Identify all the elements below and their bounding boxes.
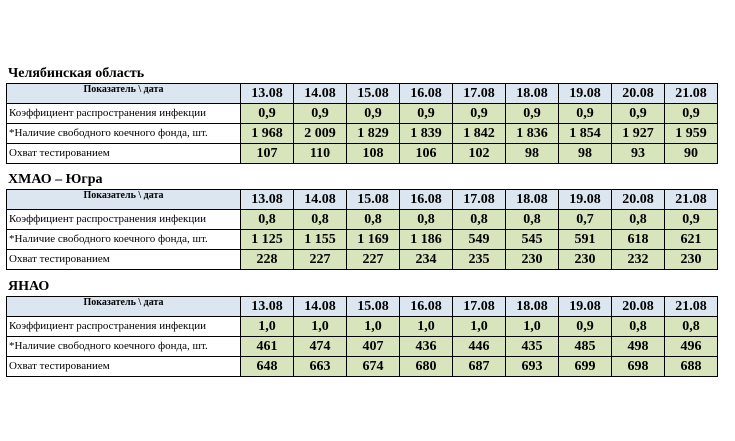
- value-cell: 698: [612, 357, 665, 377]
- value-cell: 1 169: [347, 230, 400, 250]
- date-cell: 19.08: [559, 190, 612, 210]
- value-cell: 687: [453, 357, 506, 377]
- value-cell: 474: [294, 337, 347, 357]
- value-cell: 1,0: [241, 317, 294, 337]
- value-cell: 1 186: [400, 230, 453, 250]
- data-table: [6, 296, 718, 377]
- value-cell: 1 968: [241, 124, 294, 144]
- date-cell: 15.08: [347, 297, 400, 317]
- value-cell: 0,8: [241, 210, 294, 230]
- value-cell: 0,8: [400, 210, 453, 230]
- value-cell: 0,8: [506, 210, 559, 230]
- value-cell: 1 842: [453, 124, 506, 144]
- value-cell: 93: [612, 144, 665, 164]
- value-cell: 496: [665, 337, 718, 357]
- value-cell: 688: [665, 357, 718, 377]
- header-label-cell: Показатель \ дата: [7, 297, 241, 317]
- value-cell: 0,9: [665, 210, 718, 230]
- value-cell: 621: [665, 230, 718, 250]
- date-cell: 18.08: [506, 297, 559, 317]
- value-cell: 0,8: [294, 210, 347, 230]
- value-cell: 1 836: [506, 124, 559, 144]
- value-cell: 0,9: [506, 104, 559, 124]
- date-cell: 20.08: [612, 84, 665, 104]
- value-cell: 674: [347, 357, 400, 377]
- date-cell: 14.08: [294, 190, 347, 210]
- table-row: [7, 317, 718, 337]
- table-header-row: [7, 84, 718, 104]
- row-label: Коэффициент распространения инфекции: [7, 317, 241, 337]
- value-cell: 2 009: [294, 124, 347, 144]
- value-cell: 98: [559, 144, 612, 164]
- value-cell: 227: [294, 250, 347, 270]
- value-cell: 1,0: [506, 317, 559, 337]
- value-cell: 106: [400, 144, 453, 164]
- row-label: *Наличие свободного коечного фонда, шт.: [7, 337, 241, 357]
- table-row: [7, 144, 718, 164]
- value-cell: 230: [506, 250, 559, 270]
- value-cell: 1 839: [400, 124, 453, 144]
- date-cell: 18.08: [506, 190, 559, 210]
- region-title: ЯНАО: [8, 279, 50, 294]
- value-cell: 108: [347, 144, 400, 164]
- value-cell: 98: [506, 144, 559, 164]
- value-cell: 90: [665, 144, 718, 164]
- date-cell: 16.08: [400, 84, 453, 104]
- date-cell: 17.08: [453, 297, 506, 317]
- value-cell: 680: [400, 357, 453, 377]
- value-cell: 1 927: [612, 124, 665, 144]
- value-cell: 107: [241, 144, 294, 164]
- table-row: [7, 104, 718, 124]
- date-cell: 13.08: [241, 297, 294, 317]
- value-cell: 498: [612, 337, 665, 357]
- value-cell: 228: [241, 250, 294, 270]
- value-cell: 648: [241, 357, 294, 377]
- value-cell: 436: [400, 337, 453, 357]
- row-label: *Наличие свободного коечного фонда, шт.: [7, 230, 241, 250]
- date-cell: 14.08: [294, 84, 347, 104]
- date-cell: 17.08: [453, 190, 506, 210]
- date-cell: 15.08: [347, 190, 400, 210]
- data-table: [6, 189, 718, 270]
- value-cell: 0,9: [400, 104, 453, 124]
- date-cell: 21.08: [665, 84, 718, 104]
- value-cell: 0,8: [347, 210, 400, 230]
- header-label-cell: Показатель \ дата: [7, 190, 241, 210]
- date-cell: 15.08: [347, 84, 400, 104]
- row-label: Коэффициент распространения инфекции: [7, 210, 241, 230]
- value-cell: 110: [294, 144, 347, 164]
- date-cell: 19.08: [559, 297, 612, 317]
- date-cell: 13.08: [241, 190, 294, 210]
- row-label: Охват тестированием: [7, 250, 241, 270]
- date-cell: 16.08: [400, 190, 453, 210]
- value-cell: 1 125: [241, 230, 294, 250]
- date-cell: 13.08: [241, 84, 294, 104]
- header-label-cell: Показатель \ дата: [7, 84, 241, 104]
- value-cell: 0,8: [665, 317, 718, 337]
- date-cell: 17.08: [453, 84, 506, 104]
- value-cell: 235: [453, 250, 506, 270]
- date-cell: 14.08: [294, 297, 347, 317]
- value-cell: 230: [559, 250, 612, 270]
- table-row: [7, 124, 718, 144]
- value-cell: 0,8: [612, 210, 665, 230]
- row-label: Коэффициент распространения инфекции: [7, 104, 241, 124]
- value-cell: 1,0: [400, 317, 453, 337]
- date-cell: 21.08: [665, 190, 718, 210]
- value-cell: 102: [453, 144, 506, 164]
- value-cell: 591: [559, 230, 612, 250]
- date-cell: 20.08: [612, 297, 665, 317]
- value-cell: 446: [453, 337, 506, 357]
- value-cell: 1,0: [294, 317, 347, 337]
- value-cell: 545: [506, 230, 559, 250]
- table-row: [7, 357, 718, 377]
- value-cell: 1,0: [453, 317, 506, 337]
- value-cell: 0,9: [294, 104, 347, 124]
- date-cell: 16.08: [400, 297, 453, 317]
- table-header-row: [7, 297, 718, 317]
- value-cell: 0,9: [241, 104, 294, 124]
- row-label: Охват тестированием: [7, 144, 241, 164]
- value-cell: 485: [559, 337, 612, 357]
- value-cell: 1 959: [665, 124, 718, 144]
- value-cell: 0,9: [453, 104, 506, 124]
- value-cell: 407: [347, 337, 400, 357]
- table-header-row: [7, 190, 718, 210]
- value-cell: 0,9: [347, 104, 400, 124]
- value-cell: 0,7: [559, 210, 612, 230]
- data-table: [6, 83, 718, 164]
- date-cell: 20.08: [612, 190, 665, 210]
- value-cell: 0,8: [612, 317, 665, 337]
- value-cell: 0,9: [665, 104, 718, 124]
- region-title: ХМАО – Югра: [8, 172, 103, 187]
- value-cell: 693: [506, 357, 559, 377]
- value-cell: 230: [665, 250, 718, 270]
- table-row: [7, 250, 718, 270]
- date-cell: 18.08: [506, 84, 559, 104]
- table-row: [7, 210, 718, 230]
- value-cell: 1 829: [347, 124, 400, 144]
- table-row: [7, 337, 718, 357]
- value-cell: 0,8: [453, 210, 506, 230]
- value-cell: 0,9: [612, 104, 665, 124]
- value-cell: 1 854: [559, 124, 612, 144]
- value-cell: 0,9: [559, 317, 612, 337]
- value-cell: 549: [453, 230, 506, 250]
- row-label: Охват тестированием: [7, 357, 241, 377]
- table-row: [7, 230, 718, 250]
- date-cell: 19.08: [559, 84, 612, 104]
- value-cell: 618: [612, 230, 665, 250]
- value-cell: 663: [294, 357, 347, 377]
- value-cell: 1 155: [294, 230, 347, 250]
- value-cell: 461: [241, 337, 294, 357]
- row-label: *Наличие свободного коечного фонда, шт.: [7, 124, 241, 144]
- value-cell: 1,0: [347, 317, 400, 337]
- value-cell: 435: [506, 337, 559, 357]
- value-cell: 234: [400, 250, 453, 270]
- value-cell: 232: [612, 250, 665, 270]
- region-title: Челябинская область: [8, 66, 145, 81]
- value-cell: 227: [347, 250, 400, 270]
- value-cell: 0,9: [559, 104, 612, 124]
- value-cell: 699: [559, 357, 612, 377]
- date-cell: 21.08: [665, 297, 718, 317]
